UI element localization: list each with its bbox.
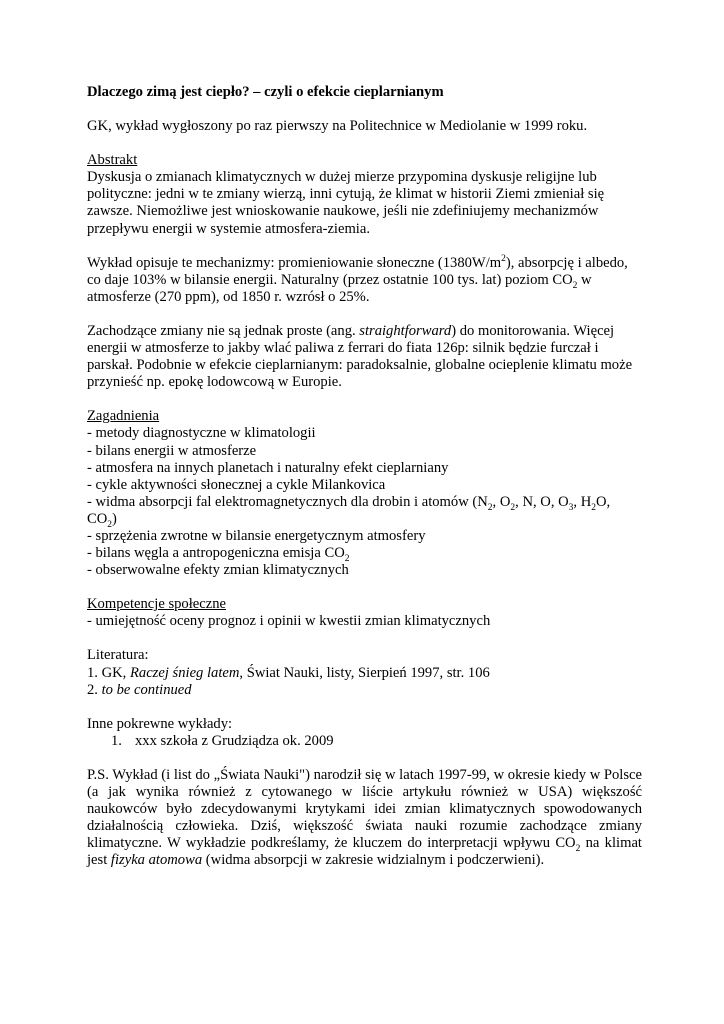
- literature-item-1: [87, 665, 642, 682]
- related-item-text: xxx szkoła z Grudziądza ok. 2009: [135, 732, 334, 749]
- spectra-text: ): [112, 510, 117, 527]
- spectra-text: CO: [87, 510, 108, 527]
- topic-item: - atmosfera na innych planetach i naturalny efekt cieplarniany: [87, 459, 449, 476]
- literature-italic: to be continued: [101, 681, 192, 698]
- author-line: GK, wykład wygłoszony po raz pierwszy na Politechnice w Mediolanie w 1999 roku.: [87, 118, 588, 135]
- topic-item: - sprzężenia zwrotne w bilansie energetycznym atmosfery: [87, 527, 426, 544]
- literature-heading: Literatura:: [87, 647, 149, 664]
- literature-text: 2.: [87, 681, 102, 698]
- ps-sub: 2: [575, 844, 581, 855]
- ps-italic: fizyka atomowa: [110, 852, 203, 869]
- spectra-text: , H: [573, 493, 592, 510]
- spectra-sub: 3: [568, 502, 574, 513]
- topic-item-spectra: [87, 494, 642, 528]
- ps-text: (widma absorpcji w zakresie widzialnym i podczerwieni).: [202, 852, 545, 869]
- related-item: [87, 733, 642, 750]
- spectra-sub: 2: [591, 502, 596, 513]
- carbon-text: - bilans węgla a antropogeniczna emisja CO: [87, 545, 345, 562]
- literature-text: 1. GK,: [87, 664, 130, 681]
- ps-paragraph: [87, 767, 642, 870]
- spectra-sub: 2: [487, 502, 493, 513]
- carbon-sub: 2: [344, 553, 350, 564]
- spectra-text: , O: [492, 493, 511, 510]
- literature-text: , Świat Nauki, listy, Sierpień 1997, str. 106: [239, 664, 490, 681]
- abstract-p2-sub: 2: [572, 280, 578, 291]
- spectra-text: O,: [596, 493, 611, 510]
- topic-item: - bilans energii w atmosferze: [87, 442, 257, 459]
- abstract-paragraph-1: Dyskusja o zmianach klimatycznych w dużej mierze przypomina dyskusje religijne lub polityczne: jedni w te zmiany wierzą, inni cytują, że klimat w historii Ziemi zmieniał się zawsze. Niemożliwe jest wnioskowanie naukowe, jeśli nie zdefiniujemy mechanizmów przepływu energii w systemie atmosfera-ziemia.: [87, 169, 605, 237]
- abstract-p2-text-a: Wykład opisuje te mechanizmy: promieniowanie słoneczne (1380W/m: [87, 254, 502, 271]
- competences-heading: Kompetencje społeczne: [87, 596, 226, 613]
- literature-italic: Raczej śnieg latem: [129, 664, 240, 681]
- topics-heading: Zagadnienia: [87, 408, 160, 425]
- abstract-paragraph-2: [87, 255, 642, 306]
- competence-item: - umiejętność oceny prognoz i opinii w kwestii zmian klimatycznych: [87, 613, 491, 630]
- topic-item-carbon: [87, 545, 642, 562]
- ps-text: na klimat jest: [87, 835, 642, 869]
- spectra-text: , N, O, O: [515, 493, 569, 510]
- topic-item: - metody diagnostyczne w klimatologii: [87, 425, 316, 442]
- spectra-sub: 2: [107, 519, 113, 530]
- document-page: [87, 84, 642, 869]
- abstract-p3-italic: straightforward: [359, 322, 452, 339]
- topic-item: - obserwowalne efekty zmian klimatycznych: [87, 562, 349, 579]
- abstract-p3-text-b: ) do monitorowania. Więcej energii w atmosferze to jakby wlać paliwa z ferrari do fiata 126p: silnik będzie furczał i parskał. Podobnie w efekcie cieplarnianym: paradoksalnie, globalne ocieplenie klimatu może przynieść np. epokę lodowcową w Europie.: [87, 322, 633, 391]
- related-heading: Inne pokrewne wykłady:: [87, 715, 233, 732]
- abstract-p2-text-c: w atmosferze (270 ppm), od 1850 r. wzrósł o 25%.: [87, 271, 592, 305]
- abstract-p2-text-b: ), absorpcję i albedo, co daje 103% w bilansie energii. Naturalny (przez ostatnie 100 tys. lat) poziom CO: [87, 254, 628, 288]
- abstract-p2-sup: 2: [501, 253, 506, 264]
- abstract-p3-text-a: Zachodzące zmiany nie są jednak proste (ang.: [87, 322, 360, 339]
- spectra-text: - widma absorpcji fal elektromagnetycznych dla drobin i atomów (N: [87, 493, 488, 510]
- abstract-paragraph-3: [87, 323, 642, 391]
- document-title: Dlaczego zimą jest ciepło? – czyli o efekcie cieplarnianym: [87, 84, 444, 100]
- literature-item-2: [87, 682, 642, 699]
- related-item-number: 1.: [111, 732, 122, 749]
- ps-text: P.S. Wykład (i list do „Świata Nauki") narodził się w latach 1997-99, w okresie kiedy w Polsce (a jak wynika również z cytowanego w liście artykułu również w USA) większość naukowców było zdecydowanymi krytykami idei zmian klimatycznych spowodowanych działalnością człowieka. Dziś, większość świata nauki rozumie zachodzące zmiany klimatyczne. W wykładzie podkreślamy, że kluczem do interpretacji wpływu CO: [87, 766, 642, 852]
- topic-item: - cykle aktywności słonecznej a cykle Milankovica: [87, 476, 386, 493]
- spectra-sub: 2: [510, 502, 516, 513]
- abstract-heading: Abstrakt: [87, 152, 138, 169]
